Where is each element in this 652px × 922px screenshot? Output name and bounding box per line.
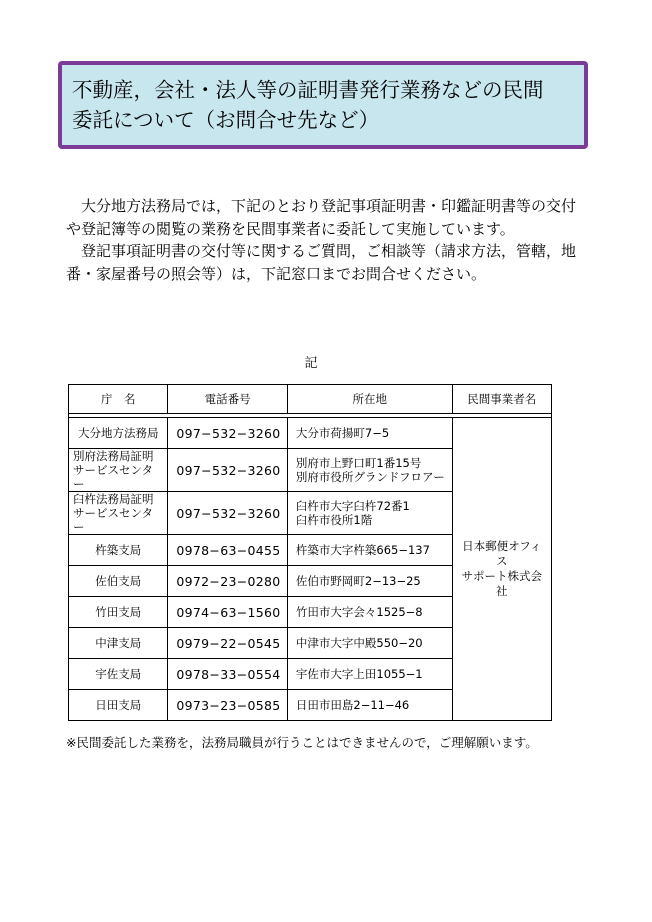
office-address [287,449,452,492]
office-address: 宇佐市大字上田1055−1 [287,659,452,690]
intro-paragraph-1: 大分地方法務局では，下記のとおり登記事項証明書・印鑑証明書等の交付や登記簿等の閲覧の業務を民間事業者に委託して実施しています。 [66,197,577,238]
office-name [69,449,168,492]
page-title-line-2: 委託について（お問合せ先など） [72,108,380,132]
office-name-line-2: サービスセンター [73,506,154,534]
office-address-line-2: 別府市役所グランドフロアー [295,470,445,484]
table-row [69,418,552,449]
intro-paragraph-2: 登記事項証明書の交付等に関するご質問，ご相談等（請求方法，管轄，地番・家屋番号の照会等）は，下記窓口までお問合せください。 [66,242,577,283]
phone-number: 0979−22−0545 [168,628,287,659]
title-box [58,61,588,149]
phone-number: 0974−63−1560 [168,597,287,628]
office-address [287,492,452,535]
intro-text [66,195,582,285]
phone-number: 0972−23−0280 [168,566,287,597]
office-name: 竹田支局 [69,597,168,628]
header-vendor: 民間事業者名 [452,385,551,414]
office-name: 中津支局 [69,628,168,659]
phone-number: 097−532−3260 [168,418,287,449]
office-address: 竹田市大字会々1525−8 [287,597,452,628]
office-name: 大分地方法務局 [69,418,168,449]
phone-number: 0978−33−0554 [168,659,287,690]
office-name-line-1: 別府法務局証明 [73,449,154,463]
page-title [72,75,577,135]
header-address: 所在地 [287,385,452,414]
phone-number: 0978−63−0455 [168,535,287,566]
phone-number: 097−532−3260 [168,449,287,492]
office-address-line-1: 臼杵市大字臼杵72番1 [295,499,410,513]
office-address: 佐伯市野岡町2−13−25 [287,566,452,597]
contact-table [68,384,552,721]
header-office: 庁 名 [69,385,168,414]
office-address: 杵築市大字杵築665−137 [287,535,452,566]
page-title-line-1: 不動産，会社・法人等の証明書発行業務などの民間 [72,78,544,102]
office-name: 杵築支局 [69,535,168,566]
header-phone: 電話番号 [168,385,287,414]
office-address: 大分市荷揚町7−5 [287,418,452,449]
office-name [69,492,168,535]
vendor-name-line-2: サポート株式会社 [461,569,543,598]
office-name: 日田支局 [69,690,168,721]
office-name-line-2: サービスセンター [73,463,154,491]
office-address-line-1: 別府市上野口町1番15号 [295,456,422,470]
vendor-name [452,418,551,721]
office-name: 佐伯支局 [69,566,168,597]
table-header-row [69,385,552,414]
phone-number: 0973−23−0585 [168,690,287,721]
office-address: 中津市大字中殿550−20 [287,628,452,659]
office-name-line-1: 臼杵法務局証明 [73,492,154,506]
vendor-name-line-1: 日本郵便オフィス [462,539,542,568]
footnote: ※民間委託した業務を，法務局職員が行うことはできませんので，ご理解願います。 [66,735,538,750]
office-address-line-2: 臼杵市役所1階 [295,513,373,527]
ki-heading: 記 [304,356,318,371]
phone-number: 097−532−3260 [168,492,287,535]
office-address: 日田市田島2−11−46 [287,690,452,721]
office-name: 宇佐支局 [69,659,168,690]
